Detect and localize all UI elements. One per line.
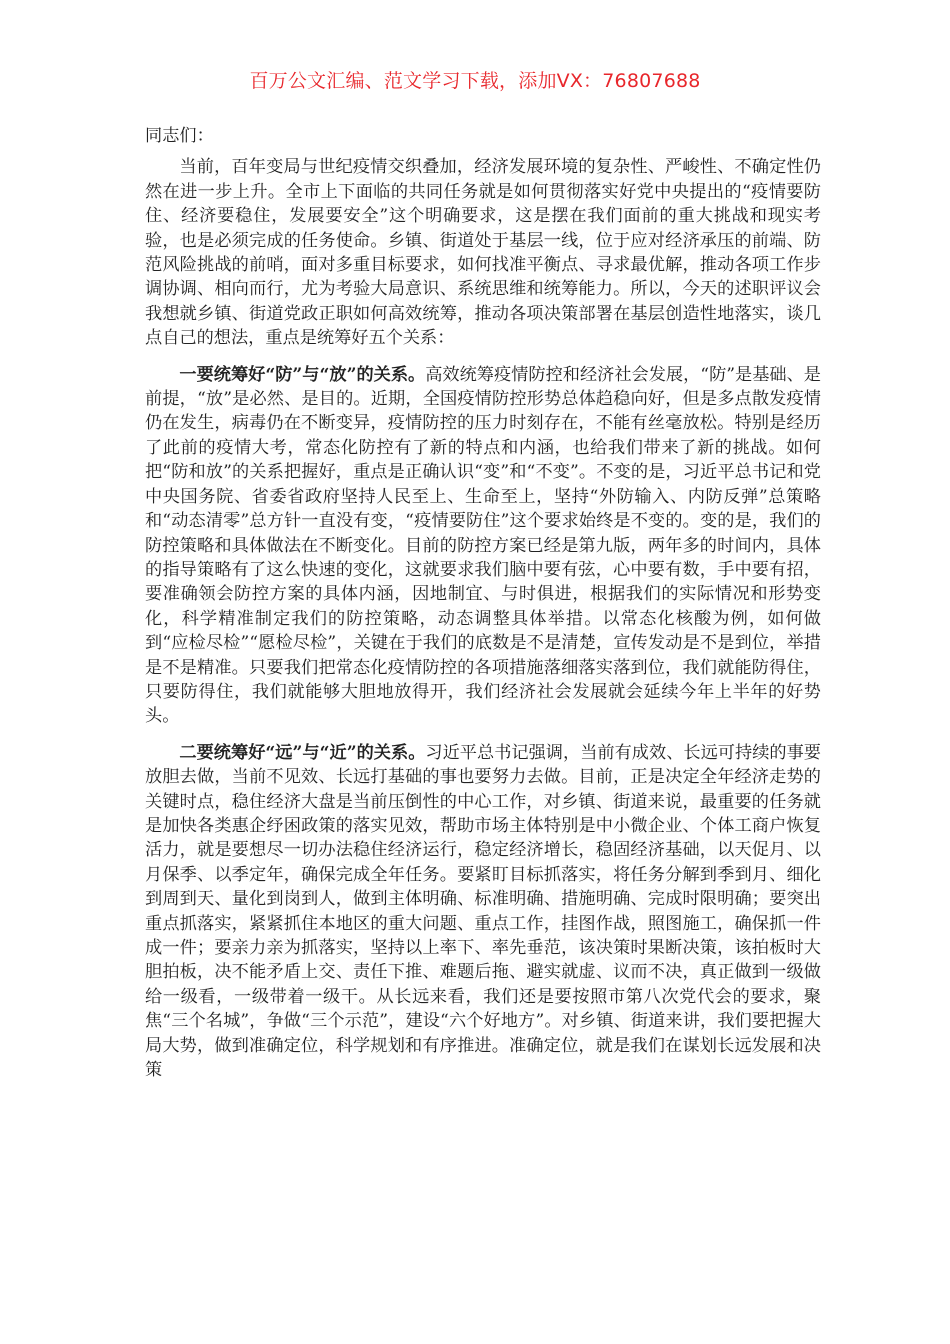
section1-text: 高效统筹疫情防控和经济社会发展，“防”是基础、是前提，“放”是必然、是目的。近期，全国疫情防控形势总体趋稳向好，但是多点散发疫情仍在发生，病毒仍在不断变异，疫情防控的压力时刻存在，不能有丝毫放松。特别是经历了此前的疫情大考，常态化防控有了新的特点和内涵，也给我们带来了新的挑战。如何把“防和放”的关系把握好，重点是正确认识“变”和“不变”。不变的是，习近平总书记和党中央国务院、省委省政府坚持人民至上、生命至上，坚持“外防输入、内防反弹”总策略和“动态清零”总方针一直没有变，“疫情要防住”这个要求始终是不变的。变的是，我们的防控策略和具体做法在不断变化。目前的防控方案已经是第九版，两年多的时间内，具体的指导策略有了这么快速的变化，这就要求我们脑中要有弦，心中要有数，手中要有招，要准确领会防控方案的具体内涵，因地制宜、与时俱进，根据我们的实际情况和形势变化，科学精准制定我们的防控策略，动态调整具体举措。以常态化核酸为例，如何做到“应检尽检”“愿检尽检”，关键在于我们的底数是不是清楚，宣传发动是不是到位，举措是不是精准。只要我们把常态化疫情防控的各项措施落细落实落到位，我们就能防得住，只要防得住，我们就能够大胆地放得开，我们经济社会发展就会延续今年上半年的好势头。 (145, 364, 821, 727)
salutation: 同志们： (145, 126, 214, 146)
document-body (145, 124, 821, 1094)
section2-text: 习近平总书记强调，当前有成效、长远可持续的事要放胆去做，当前不见效、长远打基础的事也要努力去做。目前，正是决定全年经济走势的关键时点，稳住经济大盘是当前压倒性的中心工作，对乡镇、街道来说，最重要的任务就是加快各类惠企纾困政策的落实见效，帮助市场主体特别是中小微企业、个体工商户恢复活力，就是要想尽一切办法稳住经济运行，稳定经济增长，稳固经济基础，以天促月、以月保季、以季定年，确保完成全年任务。要紧盯目标抓落实，将任务分解到季到月、细化到周到天、量化到岗到人，做到主体明确、标准明确、措施明确、完成时限明确；要突出重点抓落实，紧紧抓住本地区的重大问题、重点工作，挂图作战，照图施工，确保抓一件成一件；要亲力亲为抓落实，坚持以上率下、率先垂范，该决策时果断决策，该拍板时大胆拍板，决不能矛盾上交、责任下推、难题后拖、避实就虚、议而不决，真正做到一级做给一级看，一级带着一级干。从长远来看，我们还是要按照市第八次党代会的要求，聚焦“三个名城”，争做“三个示范”，建设“六个好地方”。对乡镇、街道来讲，我们要把握大局大势，做到准确定位，科学规划和有序推进。准确定位，就是我们在谋划长远发展和决策 (145, 742, 821, 1081)
section1-paragraph (145, 363, 821, 729)
intro-paragraph: 当前，百年变局与世纪疫情交织叠加，经济发展环境的复杂性、严峻性、不确定性仍然在进一步上升。全市上下面临的共同任务就是如何贯彻落实好党中央提出的“疫情要防住、经济要稳住，发展要安全”这个明确要求，这是摆在我们面前的重大挑战和现实考验，也是必须完成的任务使命。乡镇、街道处于基层一线，位于应对经济承压的前端、防范风险挑战的前哨，面对多重目标要求，如何找准平衡点、寻求最优解，推动各项工作步调协调、相向而行，尤为考验大局意识、系统思维和统筹能力。所以，今天的述职评议会我想就乡镇、街道党政正职如何高效统筹，推动各项决策部署在基层创造性地落实，谈几点自己的想法，重点是统筹好五个关系： (145, 157, 821, 349)
section2-paragraph (145, 741, 821, 1083)
section2-heading: 二要统筹好“远”与“近”的关系。 (179, 742, 426, 763)
section1-heading: 一要统筹好“防”与“放”的关系。 (179, 364, 426, 385)
header-banner: 百万公文汇编、范文学习下载，添加VX：76807688 (249, 70, 701, 92)
